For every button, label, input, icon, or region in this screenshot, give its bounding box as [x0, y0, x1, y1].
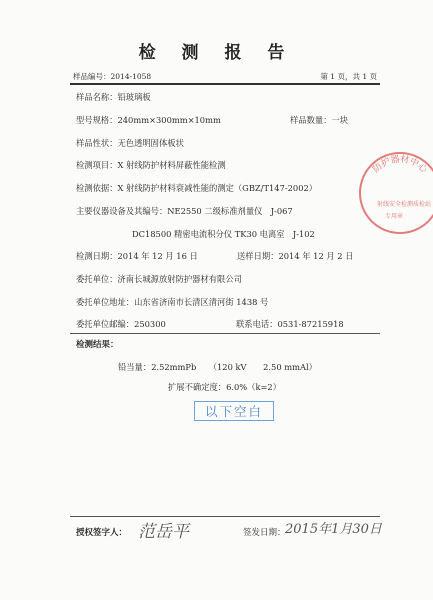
- seal-top-text: 防护器材中心: [371, 154, 429, 176]
- issue-date-label: 签发日期：: [243, 528, 286, 538]
- test-date: 检测日期：2014 年 12 月 16 日: [76, 251, 198, 261]
- client-name: 委托单位：济南长城源放射防护器材有限公司: [76, 274, 242, 284]
- issue-date-handwritten: 2015年1月30日: [285, 522, 382, 537]
- seal-stamp-icon: [355, 148, 433, 238]
- client-address: 委托单位地址：山东省济南市长清区清河街 1438 号: [76, 297, 269, 307]
- results-rule: [70, 333, 380, 334]
- equipment-line-1: 主要仪器设备及其编号：NE2550 二级标准剂量仪 J-067: [76, 206, 293, 216]
- page-info: 第 1 页，共 1 页: [320, 72, 377, 81]
- equipment-line-2: DC18500 精密电流积分仪 TK30 电离室 J-102: [132, 229, 315, 239]
- client-postcode: 委托单位邮编：250300: [76, 319, 166, 329]
- signer-signature: 范岳平: [138, 522, 189, 542]
- signer-label: 授权签字人：: [76, 528, 128, 538]
- blank-below-stamp: 以下空白: [194, 401, 274, 421]
- results-label: 检测结果：: [76, 340, 119, 350]
- sample-name: 样品名称：铅玻璃板: [76, 92, 151, 102]
- delivery-date: 送样日期：2014 年 12 月 2 日: [237, 251, 354, 261]
- client-phone: 联系电话：0531-87215918: [236, 319, 344, 329]
- seal-inner-line-2: 专用章: [385, 213, 404, 220]
- expanded-uncertainty: 扩展不确定度：6.0%（k=2）: [168, 382, 282, 392]
- sample-quantity: 样品数量：一块: [290, 115, 349, 125]
- report-title: 检 测 报 告: [138, 43, 295, 63]
- official-seal: [355, 148, 433, 238]
- lead-equivalent: 铅当量：2.52mmPb （120 kV 2.50 mmAl）: [118, 362, 317, 372]
- seal-inner-line-1: 射线安全检测质检站: [377, 201, 432, 208]
- signature-rule: [70, 516, 380, 517]
- svg-text:防护器材中心: [371, 153, 431, 176]
- sample-number: 样品编号：2014-1058: [73, 72, 152, 81]
- sample-property: 样品性状：无色透明固体板状: [76, 138, 184, 148]
- header-rule: [70, 83, 380, 85]
- model-spec: 型号规格：240mm×300mm×10mm: [76, 115, 221, 125]
- test-basis: 检测依据：X 射线防护材料衰减性能的测定（GBZ/T147-2002）: [76, 183, 318, 193]
- test-item: 检测项目：X 射线防护材料屏蔽性能检测: [76, 160, 226, 170]
